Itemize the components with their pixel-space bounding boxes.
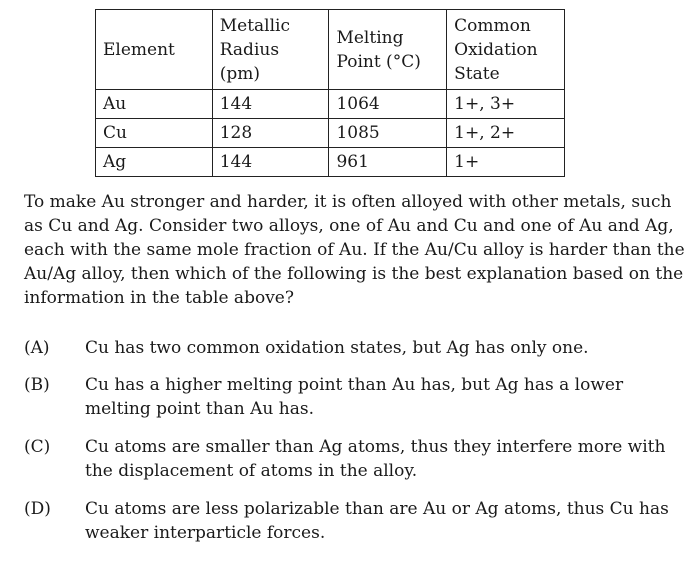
- choice-text: Cu has two common oxidation states, but Ag has only one.: [85, 338, 589, 358]
- choice-text: Cu atoms are less polarizable than are Au or Ag atoms, thus Cu has weaker interparticle forces.: [85, 499, 669, 543]
- cell-melting-point: 1085: [329, 119, 447, 148]
- choice-text: Cu has a higher melting point than Au has, but Ag has a lower melting point than Au has.: [85, 375, 624, 419]
- choice-text: Cu atoms are smaller than Ag atoms, thus they interfere more with the displacement of atoms in the alloy.: [85, 437, 666, 481]
- choice-letter: (D): [24, 499, 51, 519]
- cell-radius: 128: [212, 119, 329, 148]
- cell-radius: 144: [212, 90, 329, 119]
- cell-element: Au: [96, 90, 213, 119]
- answer-choice-b[interactable]: [24, 373, 694, 421]
- cell-element: Ag: [96, 148, 213, 177]
- table-header-row: [96, 10, 565, 90]
- header-metallic-radius: Metallic Radius (pm): [212, 10, 329, 90]
- table-row: [96, 119, 565, 148]
- cell-element: Cu: [96, 119, 213, 148]
- table-row: [96, 90, 565, 119]
- header-melting-point: Melting Point (°C): [329, 10, 447, 90]
- question-stem: To make Au stronger and harder, it is often alloyed with other metals, such as Cu and Ag. Consider two alloys, one of Au and Cu and one of Au and Ag, each with the same mole fraction of Au. If the Au/Cu alloy is harder than the Au/Ag alloy, then which of the following is the best explanation based on the information in the table above?: [24, 192, 685, 308]
- cell-melting-point: 961: [329, 148, 447, 177]
- cell-oxidation-state: 1+, 3+: [447, 90, 565, 119]
- answer-choice-c[interactable]: [24, 435, 694, 483]
- choice-letter: (B): [24, 375, 50, 395]
- cell-radius: 144: [212, 148, 329, 177]
- header-oxidation-state: Common Oxidation State: [447, 10, 565, 90]
- answer-choice-d[interactable]: [24, 497, 694, 545]
- table-row: [96, 148, 565, 177]
- header-element: Element: [96, 10, 213, 90]
- cell-melting-point: 1064: [329, 90, 447, 119]
- cell-oxidation-state: 1+, 2+: [447, 119, 565, 148]
- element-properties-table: [95, 9, 565, 177]
- answer-choice-a[interactable]: [24, 336, 694, 360]
- choice-letter: (C): [24, 437, 51, 457]
- choice-letter: (A): [24, 338, 50, 358]
- cell-oxidation-state: 1+: [447, 148, 565, 177]
